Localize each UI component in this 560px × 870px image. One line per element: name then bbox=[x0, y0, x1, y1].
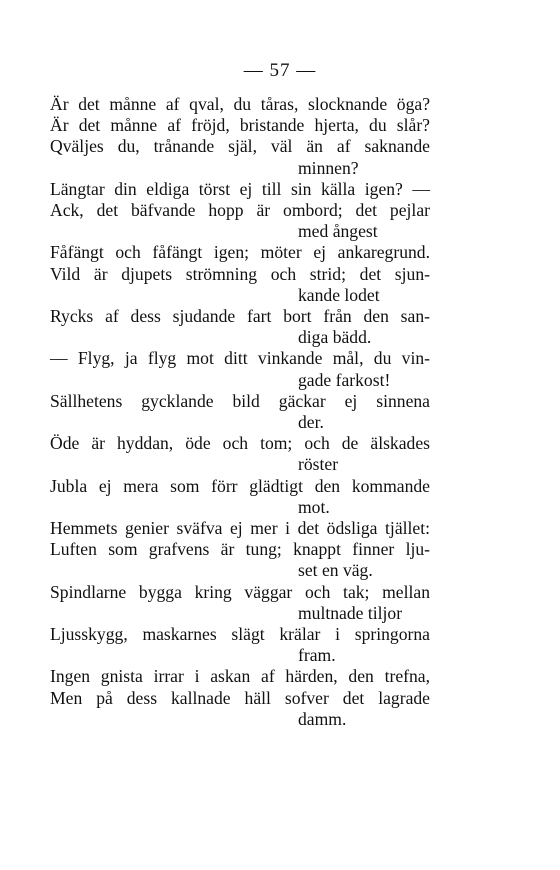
poem-line-continuation: med ångest bbox=[298, 221, 378, 242]
poem-line: Är det månne af qval, du tåras, slocknande öga? bbox=[50, 94, 430, 114]
poem-line-continuation: multnade tiljor bbox=[298, 602, 403, 623]
poem-line: Vild är djupets strömning och strid; det sjun- bbox=[50, 263, 430, 284]
poem-line: — Flyg, ja flyg mot ditt vinkande mål, du vin- bbox=[50, 348, 430, 369]
poem-line: Öde är hyddan, öde och tom; och de älskades bbox=[50, 433, 430, 454]
poem-line-continuation: damm. bbox=[298, 708, 347, 729]
poem-line: Spindlarne bygga kring väggar och tak; mellan bbox=[50, 581, 430, 602]
poem-line-continuation: mot. bbox=[298, 496, 330, 517]
poem-line: Luften som grafvens är tung; knappt finner lju- bbox=[50, 539, 430, 560]
poem-line: Sällhetens gycklande bild gäckar ej sinnena bbox=[50, 390, 430, 411]
poem-line-continuation: der. bbox=[298, 412, 324, 433]
poem-line: Ljusskygg, maskarnes slägt krälar i springorna bbox=[50, 624, 430, 645]
poem-line-continuation: set en väg. bbox=[298, 560, 373, 581]
poem-line: Qväljes du, trånande själ, väl än af saknande bbox=[50, 136, 430, 157]
poem-line: Hemmets genier sväfva ej mer i det ödsliga tjället: bbox=[50, 518, 430, 539]
poem-body bbox=[50, 94, 430, 730]
poem-line: Ingen gnista irrar i askan af härden, den trefna, bbox=[50, 666, 430, 687]
poem-line: Fåfängt och fåfängt igen; möter ej ankaregrund. bbox=[50, 242, 430, 263]
poem-line: Men på dess kallnade häll sofver det lagrade bbox=[50, 687, 430, 708]
poem-line: Jubla ej mera som förr glädtigt den kommande bbox=[50, 475, 430, 496]
page-number: — 57 — bbox=[243, 60, 317, 81]
poem-line-continuation: fram. bbox=[298, 645, 336, 666]
poem-line: Ack, det bäfvande hopp är ombord; det pejlar bbox=[50, 200, 430, 221]
poem-line-continuation: röster bbox=[298, 454, 339, 475]
poem-line: Längtar din eldiga törst ej till sin källa igen? — bbox=[50, 178, 430, 199]
poem-line: Rycks af dess sjudande fart bort från den san- bbox=[50, 306, 430, 327]
poem-line-continuation: gade farkost! bbox=[298, 369, 391, 390]
poem-line-continuation: kande lodet bbox=[298, 284, 380, 305]
poem-line-continuation: diga bädd. bbox=[298, 327, 372, 348]
poem-line-continuation: minnen? bbox=[298, 157, 359, 178]
poem-line: Är det månne af fröjd, bristande hjerta, du slår? bbox=[50, 115, 430, 136]
